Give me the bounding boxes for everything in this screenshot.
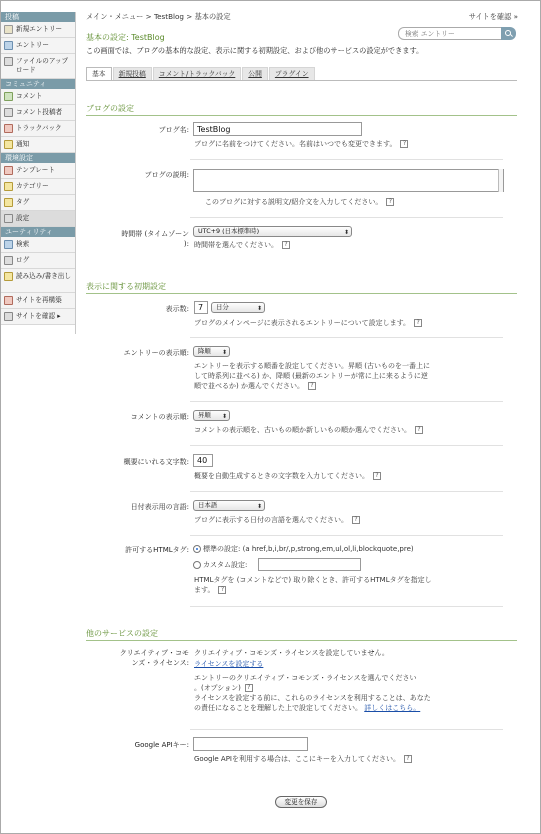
sidebar-item-notifications[interactable] <box>1 137 75 153</box>
timezone-label-line1: 時間帯 (タイムゾーン <box>121 230 189 238</box>
help-icon[interactable]: ? <box>245 684 253 692</box>
trackback-icon <box>4 124 13 133</box>
help-icon[interactable]: ? <box>218 586 226 594</box>
display-count-help-text: ブログのメインページに表示されるエントリーについて設定します。 <box>194 319 411 327</box>
select-arrow-icon: ⬍ <box>221 413 227 420</box>
comment-order-help <box>194 425 423 435</box>
sidebar-item-rebuild[interactable] <box>1 293 75 309</box>
html-custom-text: カスタム設定: <box>203 561 248 569</box>
help-icon[interactable]: ? <box>414 319 422 327</box>
row-divider <box>190 491 503 492</box>
category-icon <box>4 182 13 191</box>
cc-license-label-line1: クリエイティブ・コモ <box>119 649 189 657</box>
excerpt-length-help <box>194 471 381 481</box>
sidebar-item-label: 新規エントリー <box>16 25 63 33</box>
sidebar-item-label: トラックバック <box>16 124 62 132</box>
sidebar-item-label: サイトを確認 ▸ <box>16 312 61 320</box>
page-title <box>86 32 165 43</box>
blog-name-input[interactable] <box>193 122 362 136</box>
help-icon[interactable]: ? <box>404 755 412 763</box>
sidebar-item-import-export[interactable] <box>1 269 75 293</box>
timezone-label <box>100 229 189 249</box>
timezone-help-text: 時間帯を選んでください。 <box>194 241 278 249</box>
entry-order-value: 降順 <box>198 347 211 355</box>
entry-order-label: エントリーの表示順: <box>123 349 189 357</box>
date-language-help <box>194 515 360 525</box>
commenter-icon <box>4 108 13 117</box>
comment-order-select[interactable] <box>193 410 230 421</box>
google-api-help-text: Google APIを利用する場合は、ここにキーを入力してください。 <box>194 755 400 763</box>
page-title-blog: TestBlog <box>131 33 165 42</box>
html-default-radio[interactable] <box>193 545 201 553</box>
section-display-settings: 表示に関する初期設定 <box>86 281 517 294</box>
notification-icon <box>4 140 13 149</box>
display-count-label: 表示数: <box>165 305 189 313</box>
allowed-html-help <box>194 575 432 595</box>
sidebar-item-upload[interactable] <box>1 54 75 79</box>
allowed-html-help-line2: ます。 <box>194 586 215 594</box>
row-divider <box>190 729 503 730</box>
entry-order-select[interactable] <box>193 346 230 357</box>
sidebar-section-community: コミュニティ <box>1 79 75 89</box>
allowed-html-help-line1: HTMLタグを (コメントなどで) 取り除くとき、許可するHTMLタグを指定し <box>194 576 432 584</box>
help-icon[interactable]: ? <box>308 382 316 390</box>
blog-description-help <box>205 197 394 207</box>
tab-bar <box>86 67 517 80</box>
rebuild-icon <box>4 296 13 305</box>
excerpt-length-label: 概要にいれる文字数: <box>123 458 189 466</box>
select-arrow-icon: ⬍ <box>256 503 262 510</box>
search-icon <box>4 240 13 249</box>
sidebar-section-post: 投稿 <box>1 12 75 22</box>
tab-comments-trackbacks[interactable]: コメント/トラックバック <box>153 67 242 80</box>
cc-license-help-line4: の責任になることを理解した上で設定してください。 <box>194 704 362 712</box>
google-api-input[interactable] <box>193 737 308 751</box>
timezone-help <box>194 240 290 250</box>
tab-plugins[interactable]: プラグイン <box>269 67 315 80</box>
import-export-icon <box>4 272 13 281</box>
timezone-label-line2: ): <box>183 240 189 248</box>
row-divider <box>190 401 503 402</box>
select-arrow-icon: ⬍ <box>256 305 262 312</box>
sidebar-item-categories[interactable] <box>1 179 75 195</box>
cc-license-link[interactable]: ライセンスを設定する <box>194 660 264 668</box>
new-entry-icon <box>4 25 13 34</box>
sidebar-item-label: 設定 <box>16 214 30 222</box>
search-input[interactable] <box>398 27 502 40</box>
sidebar-item-trackbacks[interactable] <box>1 121 75 137</box>
sidebar-item-label: テンプレート <box>16 166 55 174</box>
google-api-label: Google APIキー: <box>134 741 189 749</box>
cc-license-status: クリエイティブ・コモンズ・ライセンスを設定していません。 <box>194 649 389 657</box>
cc-license-help-line3: ライセンスを設定する前に、これらのライセンスを利用することは、あなた <box>194 694 431 702</box>
html-custom-input[interactable] <box>258 558 361 571</box>
html-custom-option[interactable] <box>193 560 247 570</box>
html-custom-radio[interactable] <box>193 561 201 569</box>
display-unit-select[interactable] <box>211 302 265 313</box>
html-default-option[interactable] <box>193 544 414 554</box>
upload-file-icon <box>4 57 13 66</box>
template-icon <box>4 166 13 175</box>
date-language-value: 日本語 <box>198 501 218 509</box>
cc-license-help-line1: エントリーのクリエイティブ・コモンズ・ライセンスを選んでください <box>194 674 417 682</box>
timezone-value: UTC+9 (日本標準時) <box>198 227 260 235</box>
entry-order-help-line2: して時系列に並べる) か、降順 (最新のエントリーが常に上に来るように逆 <box>194 372 428 380</box>
select-arrow-icon: ⬍ <box>221 349 227 356</box>
blog-description-help-text: このブログに対する説明文/紹介文を入力してください。 <box>205 198 383 206</box>
tab-new-post[interactable]: 新規投稿 <box>113 67 152 80</box>
date-language-help-text: ブログに表示する日付の言語を選んでください。 <box>194 516 348 524</box>
entries-icon <box>4 41 13 50</box>
blog-name-help <box>194 139 408 149</box>
sidebar-item-label: コメント <box>16 92 43 100</box>
comment-icon <box>4 92 13 101</box>
help-icon[interactable]: ? <box>386 198 394 206</box>
intro-text: この画面では、ブログの基本的な設定、表示に関する初期設定、および他のサービスの設定ができます。 <box>86 46 424 55</box>
sidebar-item-log[interactable] <box>1 253 75 269</box>
timezone-select[interactable] <box>193 226 352 237</box>
sidebar-item-view-site[interactable] <box>1 309 75 325</box>
cc-license-label <box>100 648 189 668</box>
sidebar-item-tags[interactable] <box>1 195 75 211</box>
sidebar-item-label: カテゴリー <box>16 182 49 190</box>
help-icon[interactable]: ? <box>352 516 360 524</box>
cc-license-help-line2: 。(オプション) <box>194 684 241 692</box>
sidebar-item-search[interactable] <box>1 237 75 253</box>
entry-order-help-line3: 順で並べるか) か選んでください。 <box>194 382 304 390</box>
comment-order-label: コメントの表示順: <box>130 413 189 421</box>
sidebar-section-utilities: ユーティリティ <box>1 227 75 237</box>
breadcrumb[interactable]: メイン・メニュー > TestBlog > 基本の設定 <box>86 12 231 21</box>
entry-order-help-line1: エントリーを表示する順番を設定してください。昇順 (古いものを一番上に <box>194 362 430 370</box>
row-divider <box>190 337 503 338</box>
help-icon[interactable]: ? <box>415 426 423 434</box>
sidebar-item-label: エントリー <box>16 41 49 49</box>
textarea-scrollbar[interactable] <box>498 169 503 192</box>
html-default-text: 標準の設定: (a href,b,i,br/,p,strong,em,ul,ol,li,blockquote,pre) <box>203 545 414 553</box>
sidebar-section-preferences: 環境設定 <box>1 153 75 163</box>
display-unit-value: 日分 <box>216 303 229 311</box>
cc-more-link[interactable]: 詳しくはこちら。 <box>364 704 421 712</box>
sidebar-item-label: サイトを再構築 <box>16 296 62 304</box>
search-box <box>398 27 517 40</box>
select-arrow-icon: ⬍ <box>343 229 349 236</box>
allowed-html-label: 許可するHTMLタグ: <box>125 546 189 554</box>
sidebar-item-label: 通知 <box>16 140 30 148</box>
page-title-prefix: 基本の設定: <box>86 33 132 42</box>
cc-license-help <box>194 673 431 713</box>
sidebar-item-settings[interactable] <box>1 211 75 227</box>
view-site-link[interactable]: サイトを確認 » <box>468 12 518 21</box>
sidebar-item-label: タグ <box>16 198 30 206</box>
blog-name-label: ブログ名: <box>158 126 189 134</box>
row-divider <box>190 217 503 218</box>
view-site-icon <box>4 312 13 321</box>
search-button-icon[interactable] <box>501 27 516 40</box>
sidebar-item-new-entry[interactable] <box>1 22 75 38</box>
log-icon <box>4 256 13 265</box>
help-icon[interactable]: ? <box>400 140 408 148</box>
cc-license-label-line2: ンズ・ライセンス: <box>131 659 189 667</box>
section-blog-settings: ブログの設定 <box>86 103 517 116</box>
display-count-input[interactable] <box>194 301 208 314</box>
row-divider <box>190 445 503 446</box>
sidebar-item-label: ログ <box>16 256 30 264</box>
date-language-select[interactable] <box>193 500 265 511</box>
row-divider <box>190 606 503 607</box>
settings-icon <box>4 214 13 223</box>
comment-order-value: 昇順 <box>198 411 211 419</box>
sidebar-item-comments[interactable] <box>1 89 75 105</box>
sidebar <box>1 12 76 334</box>
sidebar-item-label: 検索 <box>16 240 30 248</box>
date-language-label: 日付表示用の言語: <box>130 503 189 511</box>
tag-icon <box>4 198 13 207</box>
tab-basic[interactable]: 基本 <box>86 67 112 80</box>
excerpt-length-help-text: 概要を自動生成するときの文字数を入力してください。 <box>194 472 369 480</box>
blog-description-textarea[interactable] <box>193 169 504 192</box>
sidebar-item-entries[interactable] <box>1 38 75 54</box>
tabs-divider <box>86 80 517 81</box>
help-icon[interactable]: ? <box>282 241 290 249</box>
display-count-help <box>194 318 422 328</box>
save-changes-button[interactable]: 変更を保存 <box>275 796 327 808</box>
excerpt-length-input[interactable] <box>193 454 213 467</box>
sidebar-item-commenters[interactable] <box>1 105 75 121</box>
blog-description-label: ブログの説明: <box>144 171 189 179</box>
google-api-help <box>194 754 412 764</box>
comment-order-help-text: コメントの表示順を、古いもの順か新しいもの順か選んでください。 <box>194 426 411 434</box>
help-icon[interactable]: ? <box>373 472 381 480</box>
tab-publishing[interactable]: 公開 <box>242 67 268 80</box>
sidebar-item-label: コメント投稿者 <box>16 108 63 116</box>
sidebar-item-label: ファイルのアップロード <box>16 57 69 74</box>
section-other-services: 他のサービスの設定 <box>86 628 517 641</box>
row-divider <box>190 535 503 536</box>
entry-order-help <box>194 361 430 391</box>
sidebar-item-label: 読み込み/書き出し <box>16 272 71 280</box>
row-divider <box>190 159 503 160</box>
sidebar-item-templates[interactable] <box>1 163 75 179</box>
blog-name-help-text: ブログに名前をつけてください。名前はいつでも変更できます。 <box>194 140 397 148</box>
